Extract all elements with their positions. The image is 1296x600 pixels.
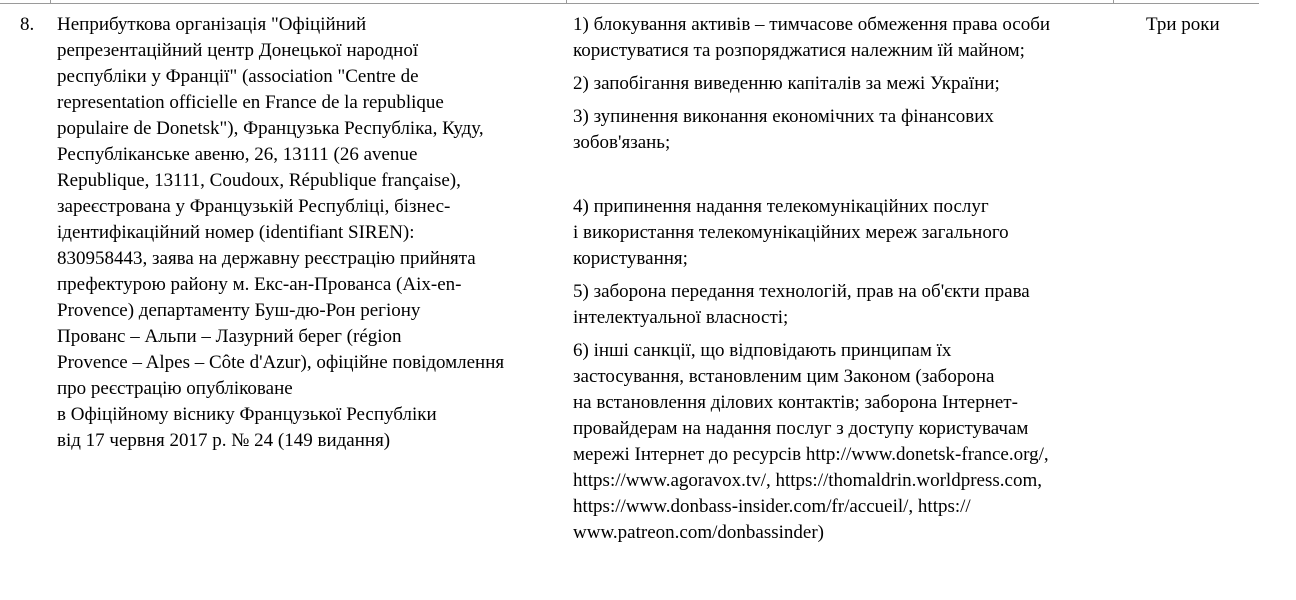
sanction-line: застосування, встановленим цим Законом (заборона (573, 366, 995, 387)
entity-line: ідентифікаційний номер (identifiant SIREN): (57, 222, 415, 243)
sanction-item-5 (573, 279, 1113, 331)
sanction-line: 5) заборона передання технологій, прав на об'єкти права (573, 281, 1030, 302)
sanction-line: 3) зупинення виконання економічних та фінансових (573, 106, 994, 127)
sanction-line: https://www.donbass-insider.com/fr/accueil/, https:// (573, 496, 971, 517)
sanction-term: Три роки (1146, 14, 1220, 35)
entity-line: зареєстрована у Французькій Республіці, бізнес- (57, 196, 451, 217)
entity-line: Республіканське авеню, 26, 13111 (26 avenue (57, 144, 418, 165)
sanction-line: користування; (573, 248, 688, 269)
sanctions-cell (573, 12, 1113, 546)
entity-line: Provence – Alpes – Côte d'Azur), офіційне повідомлення (57, 352, 505, 373)
sanction-line: зобов'язань; (573, 132, 671, 153)
row-number: 8. (20, 14, 35, 35)
entity-line: репрезентаційний центр Донецької народної (57, 40, 419, 61)
entity-line: Provence) департаменту Буш-дю-Рон регіону (57, 300, 421, 321)
sanction-line: інтелектуальної власності; (573, 307, 789, 328)
entity-line: populaire de Donetsk"), Французька Республіка, Куду, (57, 118, 484, 139)
sanction-line: і використання телекомунікаційних мереж загального (573, 222, 1009, 243)
sanction-item-2 (573, 71, 1113, 97)
column-divider-1 (50, 0, 51, 3)
entity-line: в Офіційному віснику Французької Республіки (57, 404, 437, 425)
entity-description-cell (57, 12, 562, 454)
sanction-line: мережі Інтернет до ресурсів http://www.donetsk-france.org/, (573, 444, 1049, 465)
entity-line: префектурою району м. Екс-ан-Прованса (Aix-en- (57, 274, 462, 295)
entity-line: від 17 червня 2017 р. № 24 (149 видання) (57, 430, 391, 451)
entity-line: 830958443, заява на державну реєстрацію прийнята (57, 248, 476, 269)
entity-line: representation officielle en France de la republique (57, 92, 444, 113)
sanction-line: 2) запобігання виведенню капіталів за межі України; (573, 73, 1000, 94)
entity-line: Прованс – Альпи – Лазурний берег (région (57, 326, 402, 347)
sanction-item-4 (573, 194, 1113, 272)
sanction-item-6 (573, 338, 1113, 546)
sanction-line: www.patreon.com/donbassinder) (573, 522, 824, 543)
sanction-line: 4) припинення надання телекомунікаційних послуг (573, 196, 989, 217)
sanction-line: 1) блокування активів – тимчасове обмеження права особи (573, 14, 1051, 35)
sanction-term-cell (1146, 12, 1286, 38)
entity-line: Republique, 13111, Coudoux, République française), (57, 170, 461, 191)
column-divider-2 (566, 0, 567, 3)
sanction-line: провайдерам на надання послуг з доступу користувачам (573, 418, 1029, 439)
sanction-line: https://www.agoravox.tv/, https://thomaldrin.worldpress.com, (573, 470, 1042, 491)
sanction-item-1 (573, 12, 1113, 64)
sanction-item-3 (573, 104, 1113, 156)
column-divider-3 (1113, 0, 1114, 3)
sanction-line: на встановлення ділових контактів; заборона Інтернет- (573, 392, 1018, 413)
entity-line: про реєстрацію опубліковане (57, 378, 293, 399)
entity-line: Неприбуткова організація "Офіційний (57, 14, 367, 35)
sanction-line: користуватися та розпоряджатися належним їй майном; (573, 40, 1025, 61)
table-top-rule (0, 3, 1259, 4)
sanction-line: 6) інші санкції, що відповідають принципам їх (573, 340, 952, 361)
entity-line: республіки у Франції" (association "Centre de (57, 66, 419, 87)
